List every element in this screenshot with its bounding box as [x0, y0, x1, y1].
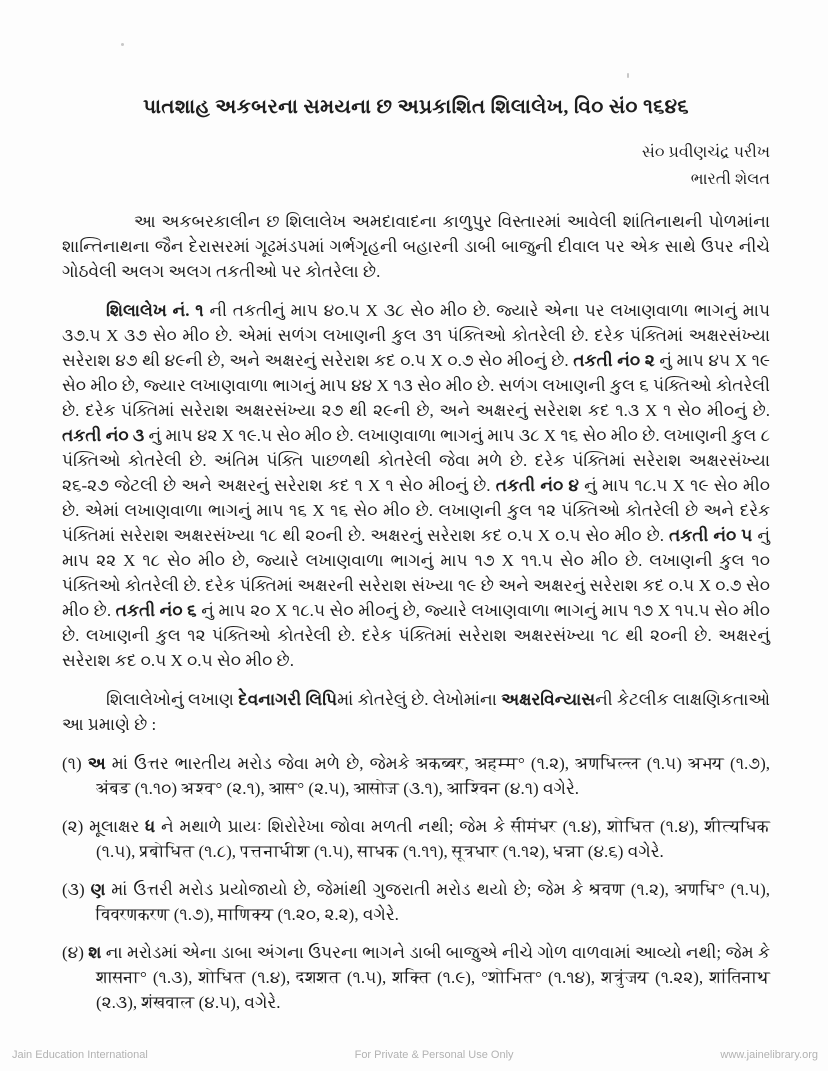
- list-item-text: અ માં ઉત્તર ભારતીય મરોડ જેવા મળે છે, જેમકે अकब्बर, अहम्म° (૧.૨), अणधिल्ल (૧.૫) अभय (૧.૭), अंबड (૧.૧૦) अश्व° (૨.૧), आस° (૨.૫), आसोज (૩.૧), आश्विन (૪.૧) વગેરે.: [87, 754, 770, 798]
- page-title: પાતશાહ અકબરના સમયના છ અપ્રકાશિત શિલાલેખ, વિ૦ સં૦ ૧૬૪૬: [143, 96, 689, 118]
- page-footer: [0, 1049, 828, 1061]
- paragraph-location-intro: આ અકબરકાલીન છ શિલાલેખ અમદાવાદના કાળુપુર વિસ્તારમાં આવેલી શાંતિનાથની પોળમાંના શાન્તિનાથના જૈન દેરાસરમાં ગૂઢમંડપમાં ગર્ભગૃહની બહારની ડાબી બાજુની દીવાલ પર એક સાથે ઉપર નીચે ગોઠવેલી અલગ અલગ તકતીઓ પર કોતરેલા છે.: [62, 212, 770, 281]
- author-coauthor: ભારતી શેલત: [690, 171, 770, 188]
- author-editor: સં૦ પ્રવીણચંદ્ર પરીખ: [641, 144, 770, 161]
- paragraph-tablet-measurements: શિલાલેખ નં. ૧ ની તકતીનું માપ ૪૦.૫ X ૩૮ સે૦ મી૦ છે. જ્યારે એના પર લખાણવાળા ભાગનું માપ ૩૭.૫ X ૩૭ સે૦ મી૦ છે. એમાં સળંગ લખાણની કુલ ૩૧ પંક્તિઓ કોતરેલી છે. દરેક પંક્તિમાં અક્ષરસંખ્યા સરેરાશ ૪૭ થી ૪૯ની છે, અને અક્ષરનું સરેરાશ કદ ૦.૫ X ૦.૭ સે૦ મી૦નું છે. તકતી નં૦ ૨ નું માપ ૪૫ X ૧૯ સે૦ મી૦ છે, જ્યાર લખાણવાળા ભાગનું માપ ૪૪ X ૧૩ સે૦ મી૦ છે. સળંગ લખાણની કુલ ૬ પંક્તિઓ કોતરેલી છે. દરેક પંક્તિમાં સરેરાશ અક્ષરસંખ્યા ૨૭ થી ૨૯ની છે, અને અક્ષરનું સરેરાશ કદ ૧.૩ X ૧ સે૦ મી૦નું છે. તકતી નં૦ ૩ નું માપ ૪૨ X ૧૯.૫ સે૦ મી૦ છે. લખાણવાળા ભાગનું માપ ૩૮ X ૧૬ સે૦ મી૦ છે. લખાણની કુલ ૮ પંક્તિઓ કોતરેલી છે. અંતિમ પંક્તિ પાછળથી કોતરેલી જેવા મળે છે. દરેક પંક્તિમાં સરેરાશ અક્ષરસંખ્યા ૨૬-૨૭ જેટલી છે અને અક્ષરનું સરેરાશ કદ ૧ X ૧ સે૦ મી૦નું છે. તકતી નં૦ ૪ નું માપ ૧૮.૫ X ૧૯ સે૦ મી૦ છે. એમાં લખાણવાળા ભાગનું માપ ૧૬ X ૧૬ સે૦ મી૦ છે. લખાણની કુલ ૧૨ પંક્તિઓ કોતરેલી છે અને દરેક પંક્તિમાં સરેરાશ અક્ષરસંખ્યા ૧૮ થી ૨૦ની છે. અક્ષરનું સરેરાશ કદ ૦.૫ X ૦.૫ સે૦ મી૦ છે. તકતી નં૦ ૫ નું માપ ૨૨ X ૧૮ સે૦ મી૦ છે, જ્યારે લખાણવાળા ભાગનું માપ ૧૭ X ૧૧.૫ સે૦ મી૦ છે. લખાણની કુલ ૧૦ પંક્તિઓ કોતરેલી છે. દરેક પંક્તિમાં અક્ષરની સરેરાશ સંખ્યા ૧૯ છે અને અક્ષરનું સરેરાશ કદ ૦.૫ X ૦.૭ સે૦ મી૦ છે. તકતી નં૦ ૬ નું માપ ૨૦ X ૧૮.૫ સે૦ મી૦નું છે, જ્યારે લખાણવાળા ભાગનું માપ ૧૭ X ૧૫.૫ સે૦ મી૦ છે. લખાણની કુલ ૧૨ પંક્તિઓ કોતરેલી છે. દરેક પંક્તિમાં સરેરાશ અક્ષરસંખ્યા ૧૮ થી ૨૦ની છે. અક્ષરનું સરેરાશ કદ ૦.૫ X ૦.૫ સે૦ મી૦ છે.: [62, 301, 770, 670]
- list-item: [62, 940, 770, 1015]
- list-item-text: મૂલાક્ષર ધ ને મથાળે પ્રાયઃ શિરોરેખા જોવા મળતી નથી; જેમ કે सीमंधर (૧.૪), शोधित (૧.૪), शीत्यधिक (૧.૫), प्रबोधित (૧.૮), पत्तनाधीश (૧.૫), साधक (૧.૧૧), सूत्रधार (૧.૧૨), धन्ना (૪.૬) વગેરે.: [89, 817, 770, 861]
- scan-speck: [121, 43, 124, 46]
- list-item-text: શ ના મરોડમાં એના ડાબા અંગના ઉપરના ભાગને ડાબી બાજુએ નીચે ગોળ વાળવામાં આવ્યો નથી; જેમ કે शासना° (૧.૩), शोधित (૧.૪), दशशत (૧.૫), शक्ति (૧.૯), °शोभित° (૧.૧૪), शत्रुंजय (૧.૨૨), शांतिनाथ (૨.૩), शंखवाल (૪.૫), વગેરે.: [88, 943, 770, 1012]
- list-item-text: ણ માં ઉત્તરી મરોડ પ્રયોજાયો છે, જેમાંથી ગુજરાતી મરોડ થયો છે; જેમ કે श्रवण (૧.૨), अणधि° (૧.૫), विवरणकरण (૧.૭), माणिक्य (૧.૨૦, ૨.૨), વગેરે.: [90, 880, 770, 924]
- list-item: [62, 814, 770, 864]
- scan-speck: [627, 73, 629, 78]
- list-item-number: (૧): [62, 754, 88, 773]
- footer-right-text: www.jainelibrary.org: [720, 1049, 818, 1061]
- footer-center-text: For Private & Personal Use Only: [354, 1049, 514, 1061]
- list-item-number: (૩): [62, 880, 91, 899]
- list-item: [62, 751, 770, 801]
- list-item: [62, 877, 770, 927]
- list-item-number: (૨): [62, 817, 90, 836]
- list-item-number: (૪): [62, 943, 89, 962]
- article-body: [62, 209, 770, 1015]
- orthography-feature-list: [62, 751, 770, 1015]
- footer-left-text: Jain Education International: [12, 1049, 148, 1061]
- paragraph-script-description: શિલાલેખોનું લખાણ દેવનાગરી લિપિમાં કોતરેલું છે. લેખોમાંના અક્ષરવિન્યાસની કેટલીક લાક્ષણિકતાઓ આ પ્રમાણે છે :: [62, 690, 771, 734]
- author-block: [62, 139, 770, 193]
